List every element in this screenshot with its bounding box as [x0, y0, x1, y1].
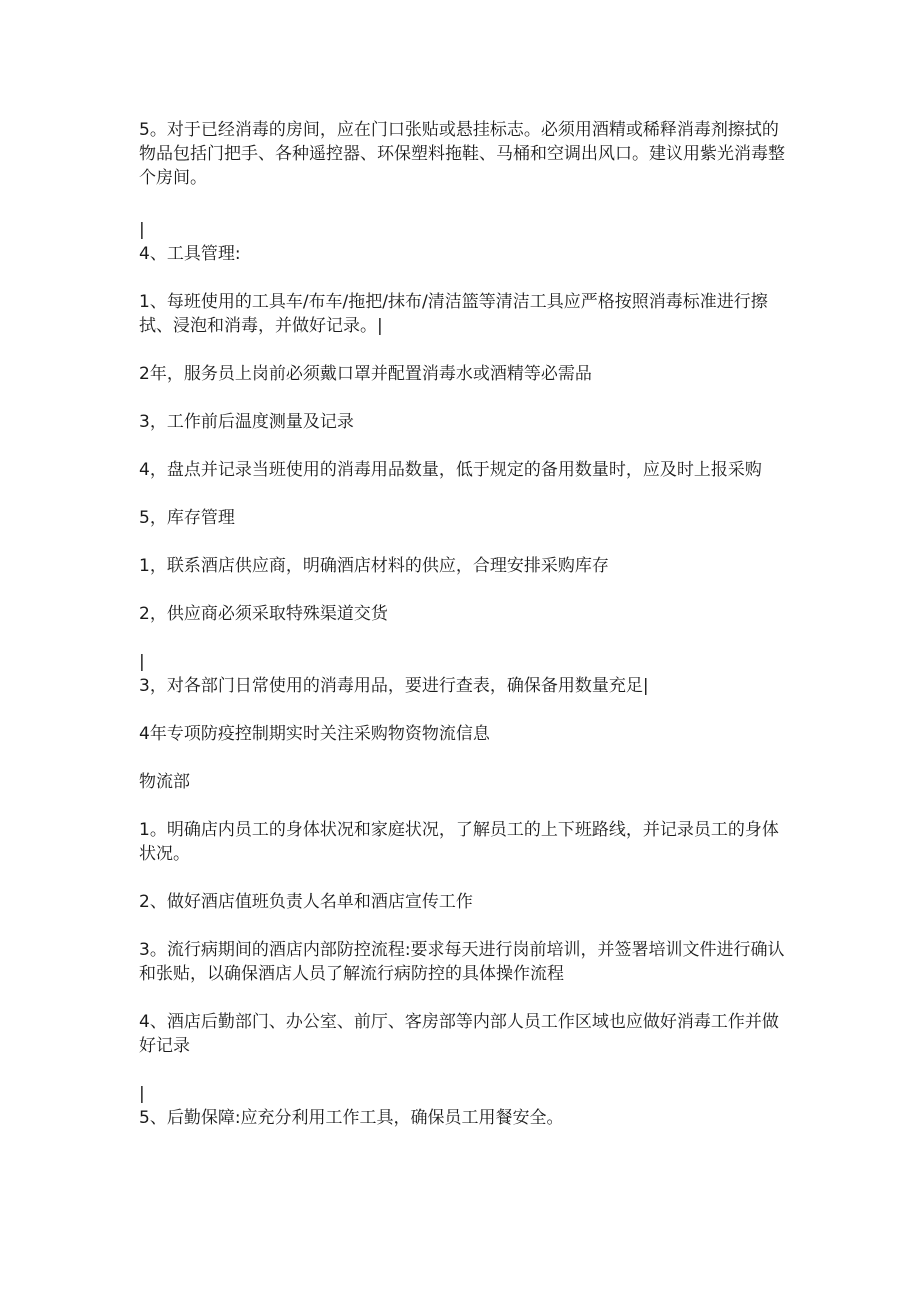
paragraph-delivery: 2，供应商必须采取特殊渠道交货 [139, 604, 388, 624]
paragraph-temperature: 3，工作前后温度测量及记录 [139, 412, 354, 432]
paragraph-room-disinfection: 5。对于已经消毒的房间，应在门口张贴或悬挂标志。必须用酒精或稀释消毒剂擦拭的物品包括门把手、各种遥控器、环保塑料拖鞋、马桶和空调出风口。建议用紫光消毒整个房间。 [139, 120, 785, 188]
paragraph-tool-cleaning: 1、每班使用的工具车/布车/拖把/抹布/清洁篮等清洁工具应严格按照消毒标准进行擦拭、浸泡和消毒，并做好记录。| [139, 292, 768, 336]
paragraph-staff-health: 1。明确店内员工的身体状况和家庭状况，了解员工的上下班路线，并记录员工的身体状况。 [139, 820, 779, 864]
paragraph-check-supplies: 3，对各部门日常使用的消毒用品，要进行查表，确保备用数量充足| [139, 676, 649, 696]
paragraph-separator: | [139, 1084, 145, 1104]
paragraph-separator: | [139, 652, 145, 672]
paragraph-duty-list: 2、做好酒店值班负责人名单和酒店宣传工作 [139, 892, 473, 912]
section-heading-tool-management: 4、工具管理: [139, 244, 241, 264]
paragraph-staff-masks: 2年，服务员上岗前必须戴口罩并配置消毒水或酒精等必需品 [139, 364, 592, 384]
section-heading-logistics: 物流部 [139, 772, 190, 792]
document-page [139, 118, 789, 1154]
paragraph-logistics-support: 5、后勤保障:应充分利用工作工具，确保员工用餐安全。 [139, 1108, 564, 1128]
paragraph-suppliers: 1，联系酒店供应商，明确酒店材料的供应，合理安排采购库存 [139, 556, 609, 576]
paragraph-separator: | [139, 220, 145, 240]
paragraph-logistics-info: 4年专项防疫控制期实时关注采购物资物流信息 [139, 724, 490, 744]
paragraph-prevention-process: 3。流行病期间的酒店内部防控流程:要求每天进行岗前培训，并签署培训文件进行确认和张贴，以确保酒店人员了解流行病防控的具体操作流程 [139, 940, 785, 984]
section-heading-inventory: 5，库存管理 [139, 508, 235, 528]
paragraph-inventory-count: 4，盘点并记录当班使用的消毒用品数量，低于规定的备用数量时，应及时上报采购 [139, 460, 762, 480]
paragraph-internal-disinfection: 4、酒店后勤部门、办公室、前厅、客房部等内部人员工作区域也应做好消毒工作并做好记录 [139, 1012, 779, 1056]
